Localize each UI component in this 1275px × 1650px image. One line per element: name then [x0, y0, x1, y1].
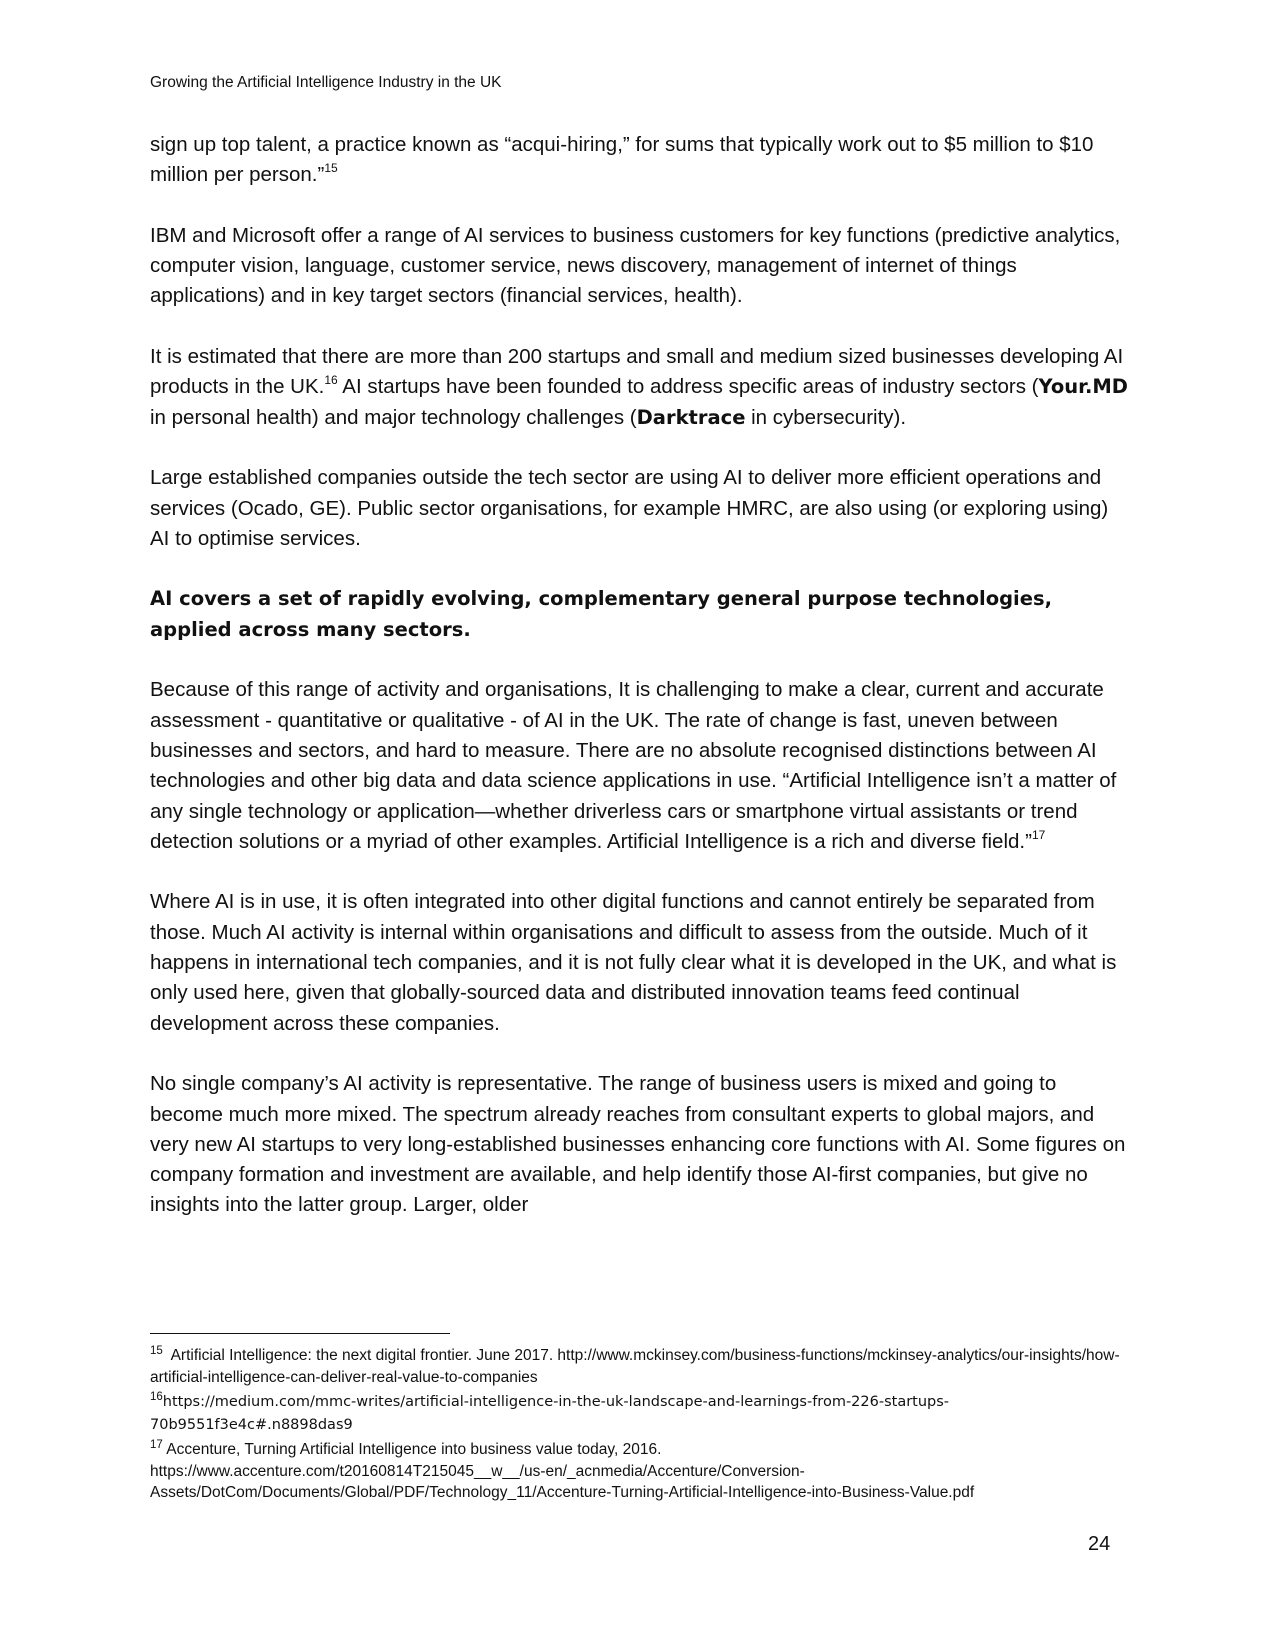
page-number: 24 [1088, 1533, 1111, 1555]
body-text [150, 130, 1130, 1221]
paragraph-4: Large established companies outside the tech sector are using AI to deliver more efficient operations and services (Ocado, GE). Public sector organisations, for example HMRC, are also using (or exploring using) AI to optimise services. [150, 466, 1109, 550]
footnote-ref-15: 15 [324, 161, 338, 176]
paragraph-7: No single company’s AI activity is representative. The range of business users is mixed and going to become much more mixed. The spectrum already reaches from consultant experts to global majors, and very new AI startups to very long-established businesses enhancing core functions with AI. Some figures on company formation and investment are available, and help identify those AI-first companies, but give no insights into the latter group. Larger, older [150, 1072, 1126, 1217]
footnotes [150, 1345, 1130, 1507]
running-header: Growing the Artificial Intelligence Industry in the UK [150, 74, 502, 91]
footnote-16-link[interactable]: https://medium.com/mmc-writes/artificial-intelligence-in-the-uk-landscape-and-learnings-from-226-startups-70b9551f3e4c#.n8898das9 [150, 1394, 950, 1433]
paragraph-2: IBM and Microsoft offer a range of AI services to business customers for key functions (predictive analytics, computer vision, language, customer service, news discovery, management of internet of things applications) and in key target sectors (financial services, health). [150, 223, 1121, 308]
footnote-16: $^{16}$https://medium.com/mmc-writes/artificial-intelligence-in-the-uk-landscape-and-learnings-from-226-startups-70b9551f3e4c#.n8898das9 [150, 1391, 950, 1433]
footnote-17-link[interactable]: https://www.accenture.com/t20160814T215045__w__/us-en/_acnmedia/Accenture/Conversion-Assets/DotCom/Documents/Global/PDF/Technology_11/Accenture-Turning-Artificial-Intelligence-into-Business-Value.pdf [150, 1462, 975, 1501]
brand-darktrace: Darktrace [636, 405, 746, 429]
footnote-15: $^{15}$ Artificial Intelligence: the next digital frontier. June 2017. http://www.mckinsey.com/business-functions/mckinsey-analytics/our-insights/how-artificial-intelligence-can-deliver-real-value-to-companies [150, 1345, 1120, 1386]
section-heading: AI covers a set of rapidly evolving, complementary general purpose technologies, applied across many sectors. [150, 587, 1052, 641]
paragraph-1: sign up top talent, a practice known as “acqui-hiring,” for sums that typically work out to $5 million to $10 million per person.”$^{15}$ [150, 133, 1094, 187]
footnote-17: $^{17}$ Accenture, Turning Artificial Intelligence into business value today, 2016. https://www.accenture.com/t20160814T215045__w__/us-en/_acnmedia/Accenture/Conversion-Assets/DotCom/Documents/Global/PDF/Technology_11/Accenture-Turning-Artificial-Intelligence-into-Business-Value.pdf [150, 1439, 975, 1501]
paragraph-3: It is estimated that there are more than 200 startups and small and medium sized businesses developing AI products in the UK.$^{16}$ AI startups have been founded to address specific areas of industry sectors (Your.MD in personal health) and major technology challenges (Darktrace in cybersecurity). [150, 345, 1128, 429]
footnote-ref-17: 17 [1031, 827, 1046, 842]
brand-your-md: Your.MD [1038, 375, 1128, 399]
paragraph-5: Because of this range of activity and organisations, It is challenging to make a clear, current and accurate assessment - quantitative or qualitative - of AI in the UK. The rate of change is fast, uneven between businesses and sectors, and hard to measure. There are no absolute recognised distinctions between AI technologies and other big data and data science applications in use. “Artificial Intelligence isn’t a matter of any single technology or application—whether driverless cars or smartphone virtual assistants or trend detection solutions or a myriad of other examples. Artificial Intelligence is a rich and diverse field.”$^{17}$ [150, 678, 1117, 853]
paragraph-6: Where AI is in use, it is often integrated into other digital functions and cannot entirely be separated from those. Much AI activity is internal within organisations and difficult to assess from the outside. Much of it happens in international tech companies, and it is not fully clear what it is developed in the UK, and what is only used here, given that globally-sourced data and distributed innovation teams feed continual development across these companies. [150, 890, 1117, 1035]
footnote-divider [150, 1333, 450, 1334]
footnote-ref-16: 16 [324, 373, 338, 388]
